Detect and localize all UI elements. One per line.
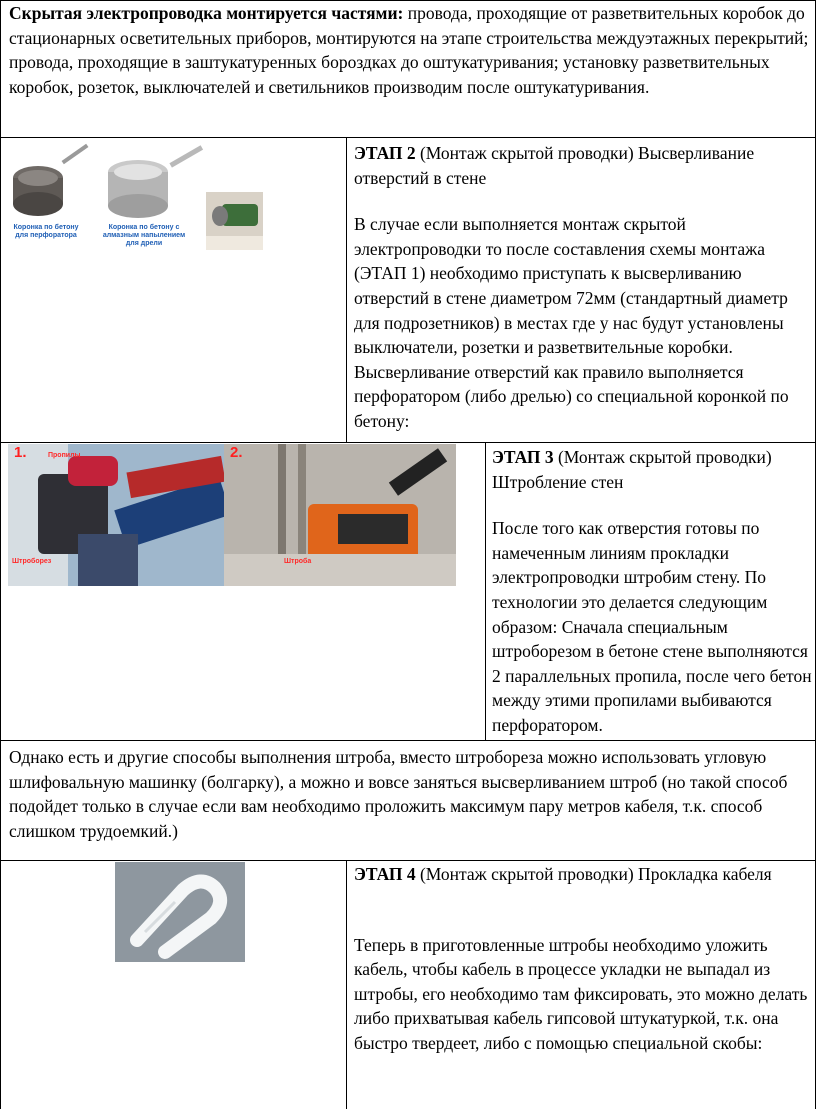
row-divider-1 <box>0 137 816 138</box>
photo-number-1: 1. <box>14 444 27 461</box>
col-divider-stage2 <box>346 137 347 442</box>
stage3-bold: ЭТАП 3 <box>492 447 554 467</box>
alternative-methods-paragraph <box>9 745 811 843</box>
stage3-cell <box>492 445 812 738</box>
intro-paragraph <box>9 1 809 99</box>
col-divider-stage4 <box>346 860 347 1109</box>
table-border-left <box>0 0 1 1109</box>
stage4-bold: ЭТАП 4 <box>354 864 416 884</box>
col-divider-stage3 <box>485 442 486 740</box>
intro-text: провода, проходящие от разветвительных коробок до стационарных осветительных приборов, монтируются на этапе строительства междуэтажных перекрытий; провода, проходящие в заштукатуренных бороздках до оштукатуривания; установку разветвительных коробок, розеток, выключателей и светильников производим после оштукатуривания. <box>9 3 809 97</box>
stage2-bold: ЭТАП 2 <box>354 143 416 163</box>
label-chase: Штроба <box>284 558 312 565</box>
stage3-title: (Монтаж скрытой проводки) Штробление стен <box>492 447 772 492</box>
drill-bit-caption-1: Коронка по бетону для перфоратора <box>13 224 79 239</box>
stage2-cell <box>354 141 810 434</box>
drill-bit-caption-2: Коронка по бетону с алмазным напылением для дрели <box>102 224 186 247</box>
wall-chasing-illustration <box>8 444 456 586</box>
intro-bold: Скрытая электропроводка монтируется частями: <box>9 3 404 23</box>
row-divider-4 <box>0 860 816 861</box>
row-divider-2 <box>0 442 816 443</box>
stage3-body: После того как отверстия готовы по намеченным линиям прокладки электропроводки штробим стену. По технологии это делается следующим образом: Сначала специальным штроборезом в бетоне стене выполняются 2 параллельных пропила, после чего бетон между этими пропилами выбиваются перфоратором. <box>492 518 812 735</box>
stage2-title: (Монтаж скрытой проводки) Высверливание отверстий в стене <box>354 143 755 188</box>
cable-clip-illustration <box>115 862 245 962</box>
label-wall-chaser: Штроборез <box>12 558 52 565</box>
wall-chasing-photo <box>8 444 456 586</box>
row-divider-3 <box>0 740 816 741</box>
stage4-title: (Монтаж скрытой проводки) Прокладка кабеля <box>415 864 772 884</box>
label-cuts: Пропилы <box>48 452 81 459</box>
stage4-cell <box>354 862 810 1056</box>
photo-number-2: 2. <box>230 444 243 461</box>
alternative-methods-text: Однако есть и другие способы выполнения штроба, вместо штробореза можно использовать угловую шлифовальную машинку (болгарку), а можно и вовсе заняться высверливанием штроб (но такой способ подойдет только в случае если вам необходимо проложить максимум пару метров кабеля, т.к. способ слишком трудоемкий.) <box>9 747 788 841</box>
stage4-body: Теперь в приготовленные штробы необходимо уложить кабель, чтобы кабель в процессе укладки не выпадал из штробы, его необходимо там фиксировать, это можно делать либо прихватывая кабель гипсовой штукатуркой, т.к. она быстро твердеет, либо с помощью специальной скобы: <box>354 934 808 1053</box>
stage2-body: В случае если выполняется монтаж скрытой электропроводки то после составления схемы монтажа (ЭТАП 1) необходимо приступать к высверливанию отверстий в стене диаметром 72мм (стандартный диаметр для подрозетников) в местах где у нас будут установлены выключатели, розетки и разветвительные коробки. Высверливание отверстий как правило выполняется перфоратором (либо дрелью) со специальной коронкой по бетону: <box>354 214 789 431</box>
cable-clip-image <box>115 862 245 962</box>
drill-bits-image <box>8 140 263 250</box>
